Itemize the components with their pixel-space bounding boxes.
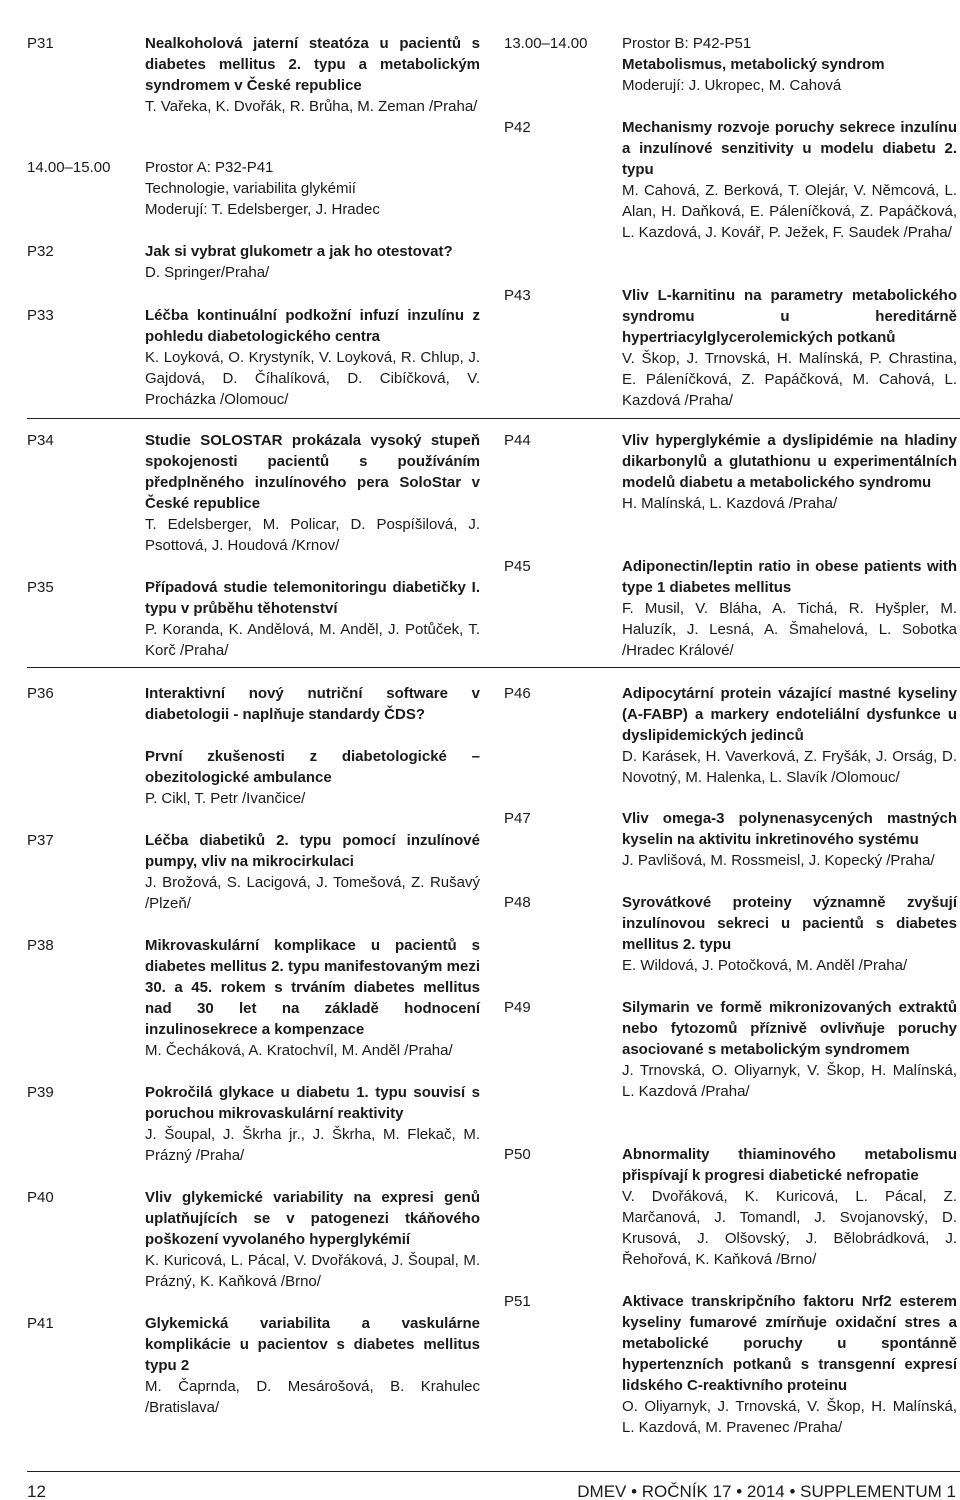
abstract-body <box>145 1313 480 1418</box>
abstract-title: Léčba kontinuální podkožní infuzí inzulínu z pohledu diabetologického centra <box>145 307 480 345</box>
abstract-title: Aktivace transkripčního faktoru Nrf2 esterem kyseliny fumarové zmírňuje oxidační stres a metabolické poruchy u spontánně hypertenzních potkanů s transgenní expresí lidského C-reaktivního proteinu <box>622 1293 957 1394</box>
abstract-title: Adiponectin/leptin ratio in obese patients with type 1 diabetes mellitus <box>622 558 957 596</box>
abstract-title: Vliv omega-3 polynenasycených mastných kyselin na aktivitu inkretinového systému <box>622 810 957 848</box>
abstract-authors: T. Edelsberger, M. Policar, D. Pospíšilová, J. Psottová, J. Houdová /Krnov/ <box>145 516 480 554</box>
abstract-body <box>145 1187 480 1292</box>
abstract-authors: M. Čecháková, A. Kratochvíl, M. Anděl /Praha/ <box>145 1042 453 1059</box>
abstract-body <box>145 305 480 410</box>
abstract-title: Pokročilá glykace u diabetu 1. typu souvisí s poruchou mikrovaskulární reaktivity <box>145 1084 480 1122</box>
abstract-body <box>622 1291 957 1438</box>
abstract-body <box>145 683 480 725</box>
abstract-title: Vliv glykemické variability na expresi genů uplatňujících se v patogenezi tkáňového poškození vyvolaného hyperglykémií <box>145 1189 480 1248</box>
abstract-body <box>145 241 480 283</box>
abstract-code: P38 <box>27 937 54 954</box>
abstract-authors: H. Malínská, L. Kazdová /Praha/ <box>622 495 838 512</box>
abstract-code: P32 <box>27 243 54 260</box>
abstract-authors: F. Musil, V. Bláha, A. Tichá, R. Hyšpler, M. Haluzík, J. Lesná, A. Šmahelová, L. Sobotka /Hradec Králové/ <box>622 600 957 659</box>
abstract-code: P45 <box>504 558 531 575</box>
abstract-code: P49 <box>504 999 531 1016</box>
abstract-code: P47 <box>504 810 531 827</box>
abstract-code: P43 <box>504 287 531 304</box>
abstract-title: Studie SOLOSTAR prokázala vysoký stupeň spokojenosti pacientů s používáním předplněného inzulínového pera SoloStar v České republice <box>145 432 480 512</box>
abstract-title: Glykemická variabilita a vaskulárne komplikácie u pacientov s diabetes mellitus typu 2 <box>145 1315 480 1374</box>
abstract-code: P44 <box>504 432 531 449</box>
abstract-body <box>145 1082 480 1166</box>
journal-info: DMEV • ROČNÍK 17 • 2014 • SUPPLEMENTUM 1 <box>577 1482 956 1500</box>
section-divider <box>27 667 960 668</box>
abstract-body <box>622 997 957 1102</box>
abstract-authors: Technologie, variabilita glykémií <box>145 180 356 197</box>
abstract-authors: M. Čaprnda, D. Mesárošová, B. Krahulec /Bratislava/ <box>145 1378 480 1416</box>
abstract-body <box>145 577 480 661</box>
abstract-title: Mechanismy rozvoje poruchy sekrece inzulínu a inzulínové senzitivity u modelu diabetu 2. typu <box>622 119 957 178</box>
abstract-authors: K. Kuricová, L. Pácal, V. Dvořáková, J. Šoupal, M. Prázný, K. Kaňková /Brno/ <box>145 1252 480 1290</box>
abstract-code: 13.00–14.00 <box>504 35 588 52</box>
abstract-title: Vliv L-karnitinu na parametry metabolického syndromu u hereditárně hypertriacylglycerolemických potkanů <box>622 287 957 346</box>
abstract-title: Abnormality thiaminového metabolismu přispívají k progresi diabetické nefropatie <box>622 1146 957 1184</box>
abstract-code: P50 <box>504 1146 531 1163</box>
abstract-title: Prostor A: P32-P41 <box>145 159 274 176</box>
abstract-body <box>622 285 957 411</box>
abstract-title: Mikrovaskulární komplikace u pacientů s diabetes mellitus 2. typu manifestovaným mezi 30. a 45. rokem s trváním diabetes mellitus nad 30 let na základě hodnocení inzulinosekrece a kompenzace <box>145 937 480 1038</box>
abstract-code: P37 <box>27 832 54 849</box>
abstract-code: 14.00–15.00 <box>27 159 111 176</box>
abstract-authors: P. Koranda, K. Andělová, M. Anděl, J. Potůček, T. Korč /Praha/ <box>145 621 480 659</box>
abstract-body <box>622 892 957 976</box>
abstract-body <box>622 430 957 514</box>
abstract-authors: Metabolismus, metabolický syndrom <box>622 56 885 73</box>
abstract-code: P33 <box>27 307 54 324</box>
abstract-body <box>145 830 480 914</box>
abstract-body <box>145 33 480 117</box>
abstract-authors: J. Trnovská, O. Oliyarnyk, V. Škop, H. Malínská, L. Kazdová /Praha/ <box>622 1062 957 1100</box>
abstract-code: P39 <box>27 1084 54 1101</box>
abstract-code: P36 <box>27 685 54 702</box>
abstract-title: Případová studie telemonitoringu diabetičky I. typu v průběhu těhotenství <box>145 579 480 617</box>
page-number: 12 <box>27 1482 46 1500</box>
abstract-body <box>145 935 480 1061</box>
abstract-authors: J. Brožová, S. Lacigová, J. Tomešová, Z. Rušavý /Plzeň/ <box>145 874 480 912</box>
abstract-code: P40 <box>27 1189 54 1206</box>
abstract-authors: M. Cahová, Z. Berková, T. Olejár, V. Němcová, L. Alan, H. Daňková, E. Páleníčková, Z. Papáčková, L. Kazdová, J. Kovář, P. Ježek, F. Saudek /Praha/ <box>622 182 957 241</box>
abstract-title: Silymarin ve formě mikronizovaných extraktů nebo fytozomů příznivě ovlivňuje poruchy asociované s metabolickým syndromem <box>622 999 957 1058</box>
abstract-code: P42 <box>504 119 531 136</box>
abstract-title: Nealkoholová jaterní steatóza u pacientů s diabetes mellitus 2. typu a metabolickým syndromem v České republice <box>145 35 480 94</box>
abstract-authors: Moderují: J. Ukropec, M. Cahová <box>622 77 842 94</box>
abstract-title: Vliv hyperglykémie a dyslipidémie na hladiny dikarbonylů a glutathionu u experimentálních modelů diabetu a metabolického syndromu <box>622 432 957 491</box>
abstract-authors: J. Pavlišová, M. Rossmeisl, J. Kopecký /Praha/ <box>622 852 935 869</box>
abstract-code: P34 <box>27 432 54 449</box>
abstract-authors: K. Loyková, O. Krystyník, V. Loyková, R. Chlup, J. Gajdová, D. Číhalíková, D. Cibíčková, V. Procházka /Olomouc/ <box>145 349 480 408</box>
abstract-authors: V. Dvořáková, K. Kuricová, L. Pácal, Z. Marčanová, J. Tomandl, J. Svojanovský, D. Krusová, J. Olšovský, J. Bělobrádková, J. Řehořová, K. Kaňková /Brno/ <box>622 1188 957 1268</box>
abstract-authors: O. Oliyarnyk, J. Trnovská, V. Škop, H. Malínská, L. Kazdová, M. Pravenec /Praha/ <box>622 1398 957 1436</box>
abstract-body <box>622 808 957 871</box>
footer-rule <box>27 1471 960 1472</box>
abstract-body <box>622 117 957 243</box>
abstract-authors: D. Karásek, H. Vaverková, Z. Fryšák, J. Orság, D. Novotný, M. Halenka, L. Slavík /Olomouc/ <box>622 748 957 786</box>
abstract-title: Syrovátkové proteiny významně zvyšují inzulínovou sekreci u pacientů s diabetes mellitus 2. typu <box>622 894 957 953</box>
abstract-authors: Moderují: T. Edelsberger, J. Hradec <box>145 201 380 218</box>
abstract-title: První zkušenosti z diabetologické – obezitologické ambulance <box>145 748 480 786</box>
abstract-authors: J. Šoupal, J. Škrha jr., J. Škrha, M. Flekač, M. Prázný /Praha/ <box>145 1126 480 1164</box>
abstract-authors: V. Škop, J. Trnovská, H. Malínská, P. Chrastina, E. Páleníčková, Z. Papáčková, M. Cahová, L. Kazdová /Praha/ <box>622 350 957 409</box>
abstract-code: P51 <box>504 1293 531 1310</box>
abstract-body <box>622 33 957 96</box>
section-divider <box>27 418 960 419</box>
abstract-body <box>622 556 957 661</box>
abstract-title: Jak si vybrat glukometr a jak ho otestovat? <box>145 243 453 260</box>
abstract-code: P48 <box>504 894 531 911</box>
abstract-body <box>622 683 957 788</box>
abstract-title: Prostor B: P42-P51 <box>622 35 752 52</box>
abstract-body <box>145 157 480 220</box>
abstract-code: P35 <box>27 579 54 596</box>
abstract-authors: E. Wildová, J. Potočková, M. Anděl /Praha/ <box>622 957 908 974</box>
abstract-authors: T. Vařeka, K. Dvořák, R. Brůha, M. Zeman /Praha/ <box>145 98 478 115</box>
abstract-title: Léčba diabetiků 2. typu pomocí inzulínové pumpy, vliv na mikrocirkulaci <box>145 832 480 870</box>
abstract-body <box>622 1144 957 1270</box>
abstract-code: P46 <box>504 685 531 702</box>
abstract-title: Interaktivní nový nutriční software v diabetologii - naplňuje standardy ČDS? <box>145 685 480 723</box>
abstract-code: P31 <box>27 35 54 52</box>
abstract-body <box>145 746 480 809</box>
abstract-title: Adipocytární protein vázající mastné kyseliny (A-FABP) a markery endoteliální dysfunkce u dyslipidemických jedinců <box>622 685 957 744</box>
abstract-body <box>145 430 480 556</box>
abstract-code: P41 <box>27 1315 54 1332</box>
abstract-authors: D. Springer/Praha/ <box>145 264 270 281</box>
abstract-authors: P. Cikl, T. Petr /Ivančice/ <box>145 790 306 807</box>
